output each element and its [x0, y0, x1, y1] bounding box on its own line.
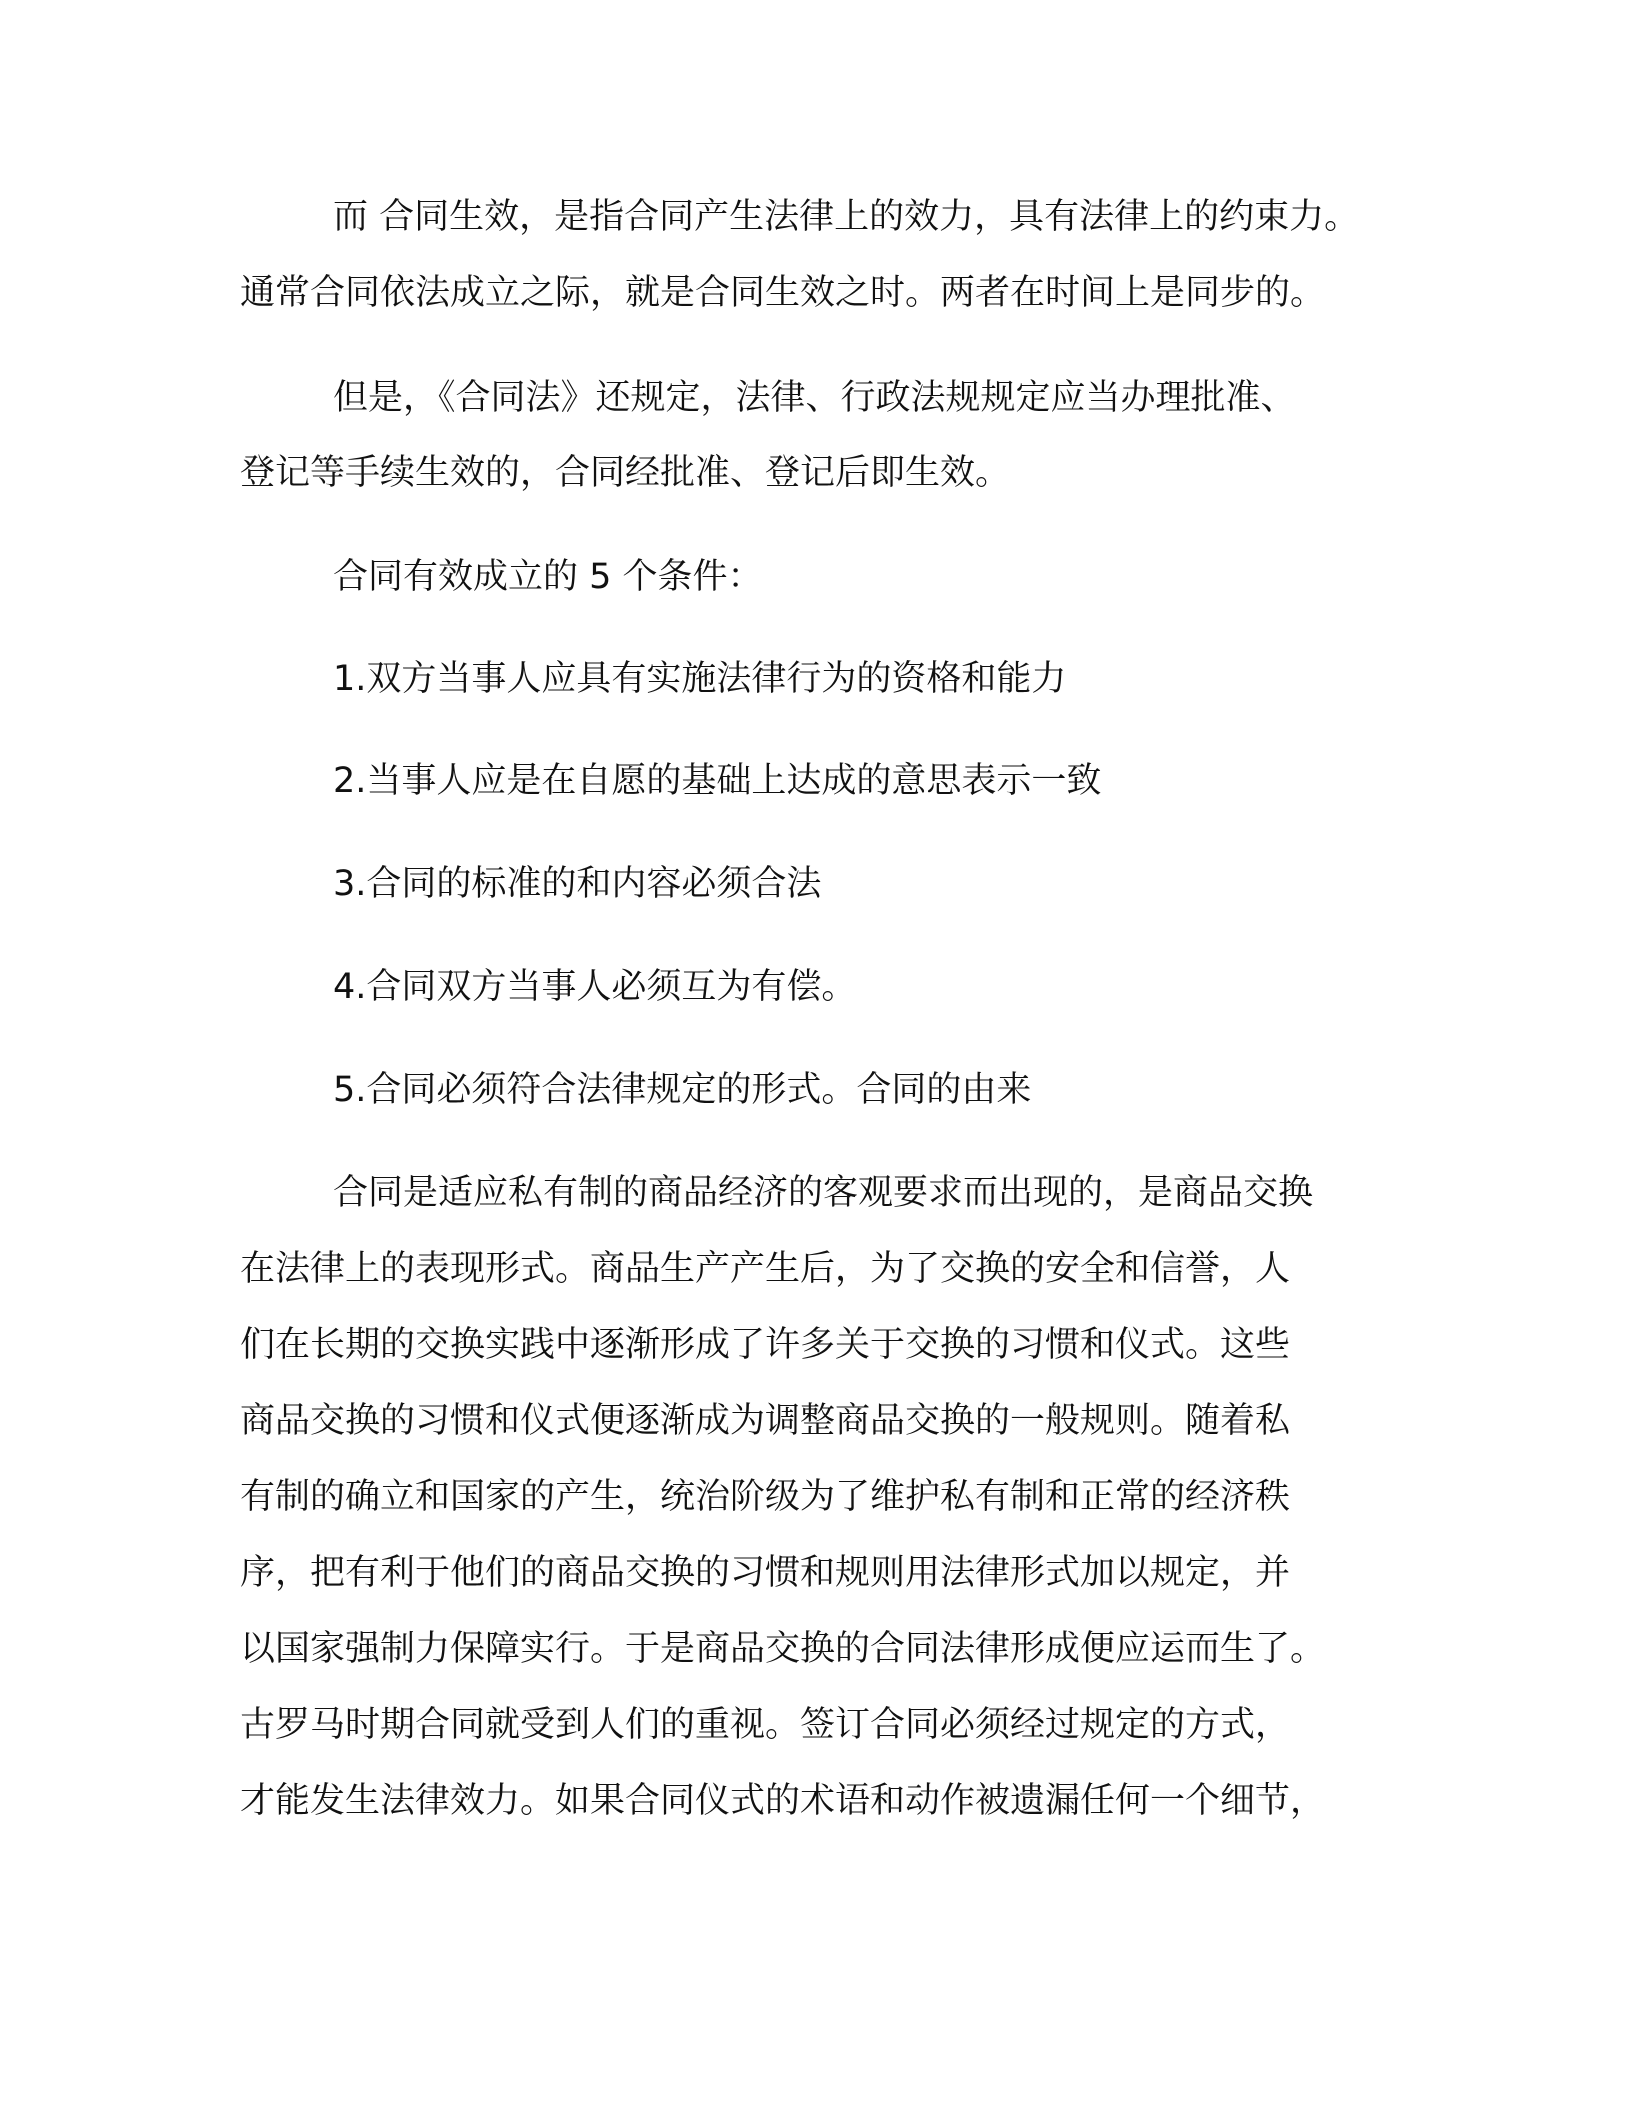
condition-item-4: 4.合同双方当事人必须互为有偿。: [333, 967, 857, 1007]
paragraph-1-line-1: 而 合同生效，是指合同产生法律上的效力，具有法律上的约束力。: [333, 197, 1360, 237]
paragraph-1-line-2: 通常合同依法成立之际，就是合同生效之时。两者在时间上是同步的。: [240, 273, 1326, 313]
condition-item-1: 1.双方当事人应具有实施法律行为的资格和能力: [333, 659, 1067, 699]
condition-item-5: 5.合同必须符合法律规定的形式。合同的由来: [333, 1070, 1032, 1110]
origin-paragraph-line-6: 序，把有利于他们的商品交换的习惯和规则用法律形式加以规定，并: [240, 1553, 1291, 1593]
origin-paragraph-line-8: 古罗马时期合同就受到人们的重视。签订合同必须经过规定的方式，: [240, 1705, 1291, 1745]
origin-paragraph-line-5: 有制的确立和国家的产生，统治阶级为了维护私有制和正常的经济秩: [240, 1477, 1291, 1517]
paragraph-2-line-2: 登记等手续生效的，合同经批准、登记后即生效。: [240, 453, 1011, 493]
origin-paragraph-line-9: 才能发生法律效力。如果合同仪式的术语和动作被遗漏任何一个细节，: [240, 1781, 1326, 1821]
origin-paragraph-line-4: 商品交换的习惯和仪式便逐渐成为调整商品交换的一般规则。随着私: [240, 1401, 1291, 1441]
origin-paragraph-line-7: 以国家强制力保障实行。于是商品交换的合同法律形成便应运而生了。: [240, 1629, 1326, 1669]
origin-paragraph-line-1: 合同是适应私有制的商品经济的客观要求而出现的，是商品交换: [333, 1173, 1314, 1213]
conditions-heading: 合同有效成立的 5 个条件：: [333, 557, 763, 597]
paragraph-2-line-1: 但是，《合同法》还规定，法律、行政法规规定应当办理批准、: [333, 378, 1296, 418]
origin-paragraph-line-2: 在法律上的表现形式。商品生产产生后，为了交换的安全和信誉，人: [240, 1249, 1291, 1289]
condition-item-3: 3.合同的标准的和内容必须合法: [333, 864, 822, 904]
origin-paragraph-line-3: 们在长期的交换实践中逐渐形成了许多关于交换的习惯和仪式。这些: [240, 1325, 1291, 1365]
condition-item-2: 2.当事人应是在自愿的基础上达成的意思表示一致: [333, 761, 1102, 801]
